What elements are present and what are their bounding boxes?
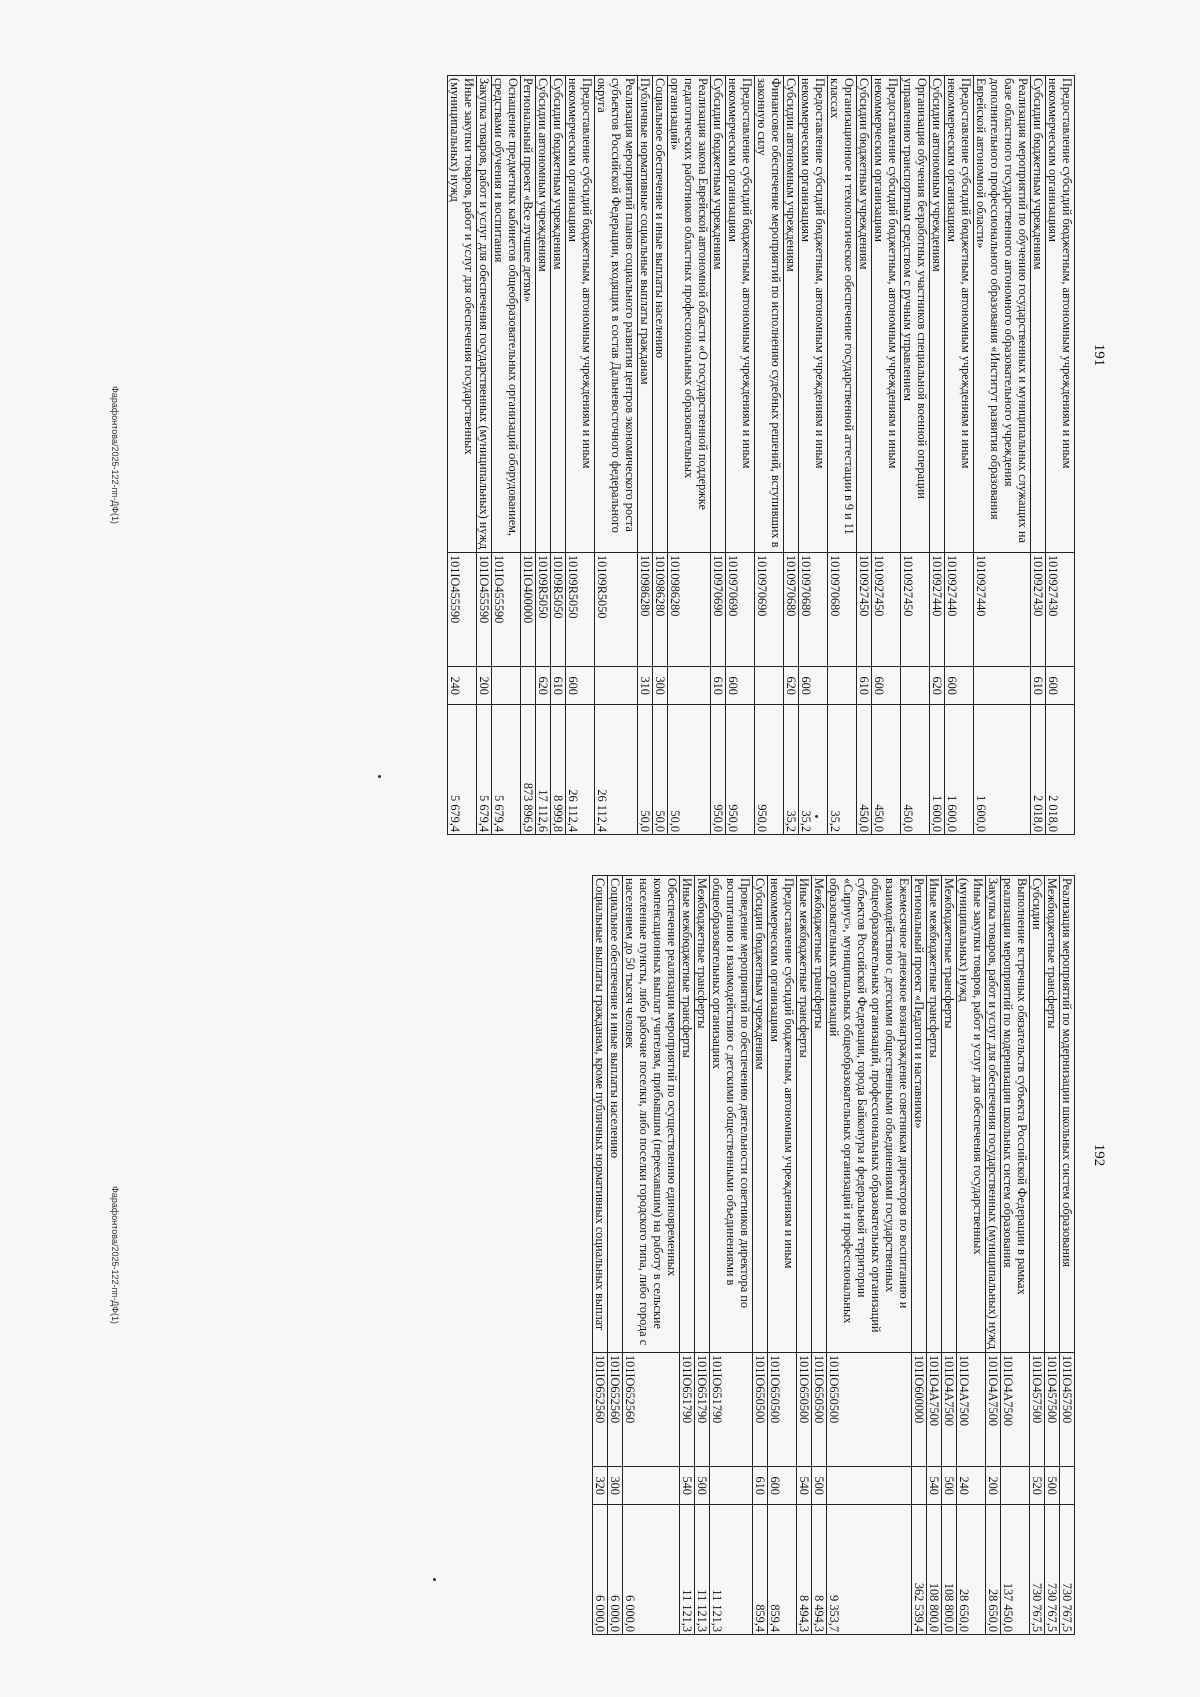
row-vr-cell: 540 (680, 1467, 695, 1505)
row-vr-cell: 300 (653, 667, 668, 705)
row-name-cell: Оснащение предметных кабинетов общеобразовательных организаций оборудованием, средствами обучения и воспитания (492, 76, 521, 553)
table-row (812, 876, 827, 1635)
row-csr-cell: 101IO600000 (912, 1352, 927, 1466)
row-sum-cell: 8 999,8 (551, 705, 566, 835)
budget-table (592, 875, 1075, 1635)
table-row (653, 76, 668, 835)
row-vr-cell (595, 667, 638, 705)
row-vr-cell: 520 (1030, 1467, 1045, 1505)
table-row (566, 76, 595, 835)
row-vr-cell (521, 667, 536, 705)
row-csr-cell: 101IO4A7500 (942, 1352, 957, 1466)
row-csr-cell: 1010927440 (930, 552, 945, 666)
scan-speck (815, 815, 818, 818)
row-csr-cell: 1010986280 (638, 552, 653, 666)
table-row (668, 76, 711, 835)
table-row (608, 876, 623, 1635)
row-vr-cell: 620 (536, 667, 551, 705)
row-name-cell: Социальные выплаты гражданам, кроме публичных нормативных социальных выплат (593, 876, 608, 1353)
row-vr-cell (912, 1467, 927, 1505)
row-csr-cell: 101IO457500 (1060, 1352, 1075, 1466)
table-row (799, 76, 828, 835)
row-name-cell: Субсидии бюджетным учреждениям (857, 76, 872, 553)
row-csr-cell: 10109R5050 (595, 552, 638, 666)
row-csr-cell: 101IO652560 (608, 1352, 623, 1466)
row-sum-cell: 6 000,0 (608, 1505, 623, 1635)
row-vr-cell: 320 (593, 1467, 608, 1505)
row-sum-cell: 108 800,0 (927, 1505, 942, 1635)
row-csr-cell: 101IO455590 (477, 552, 492, 666)
row-vr-cell: 600 (872, 667, 901, 705)
row-vr-cell (623, 1467, 680, 1505)
row-csr-cell: 1010986280 (668, 552, 711, 666)
row-vr-cell: 200 (986, 1467, 1001, 1505)
row-name-cell: Обеспечение реализации мероприятий по осуществлению единовременных компенсационных выплат учителям, прибывшим (переехавшим) на работу в сельские населенные пункты, либо рабочие поселки, либо поселки городского типа, либо города с населением до 50 тысяч человек (623, 876, 680, 1353)
row-name-cell: Предоставление субсидий бюджетным, автономным учреждениям и иным некоммерческим организациям (566, 76, 595, 553)
row-csr-cell: 101IO4A7500 (986, 1352, 1001, 1466)
page-192 (110, 875, 1115, 1635)
table-row (726, 76, 755, 835)
table-row (797, 876, 812, 1635)
row-sum-cell: 5 679,4 (477, 705, 492, 835)
row-vr-cell: 600 (566, 667, 595, 705)
row-name-cell: Реализация мероприятий по модернизации школьных систем образования (1060, 876, 1075, 1353)
table-row (711, 76, 726, 835)
row-name-cell: Субсидии автономным учреждениям (930, 76, 945, 553)
row-sum-cell: 11 121,3 (695, 1505, 710, 1635)
row-vr-cell (1060, 1467, 1075, 1505)
table-row (695, 876, 710, 1635)
row-name-cell: Иные межбюджетные трансферты (797, 876, 812, 1353)
row-csr-cell: 101IO652560 (593, 1352, 608, 1466)
table-row (1001, 876, 1030, 1635)
row-name-cell: Региональный проект «Педагоги и наставники» (912, 876, 927, 1353)
row-name-cell: Межбюджетные трансферты (695, 876, 710, 1353)
row-sum-cell: 8 494,3 (797, 1505, 812, 1635)
table-row (753, 876, 768, 1635)
row-vr-cell (668, 667, 711, 705)
row-sum-cell: 11 121,3 (680, 1505, 695, 1635)
table-row (638, 76, 653, 835)
row-csr-cell: 1010986280 (653, 552, 668, 666)
row-csr-cell: 10109R5050 (566, 552, 595, 666)
row-csr-cell: 101IO650500 (797, 1352, 812, 1466)
table-row (957, 876, 986, 1635)
row-sum-cell: 859,4 (768, 1505, 797, 1635)
row-vr-cell: 610 (753, 1467, 768, 1505)
row-sum-cell: 730 767,5 (1045, 1505, 1060, 1635)
row-name-cell: Межбюджетные трансферты (812, 876, 827, 1353)
row-sum-cell: 730 767,5 (1030, 1505, 1045, 1635)
row-name-cell: Социальное обеспечение и иные выплаты населению (653, 76, 668, 553)
table-row (477, 76, 492, 835)
table-row (768, 876, 797, 1635)
row-vr-cell: 610 (857, 667, 872, 705)
row-csr-cell: 1010970690 (755, 552, 784, 666)
row-sum-cell: 35,2 (828, 705, 857, 835)
row-csr-cell: 101IO651790 (710, 1352, 753, 1466)
table-row (872, 76, 901, 835)
row-vr-cell: 620 (784, 667, 799, 705)
row-name-cell: Субсидии (1030, 876, 1045, 1353)
row-name-cell: Предоставление субсидий бюджетным, автономным учреждениям и иным некоммерческим организациям (726, 76, 755, 553)
row-sum-cell: 2 018,0 (1046, 705, 1075, 835)
row-name-cell: Предоставление субсидий бюджетным, автономным учреждениям и иным некоммерческим организациям (1046, 76, 1075, 553)
row-sum-cell: 35,2 (784, 705, 799, 835)
row-sum-cell: 26 112,4 (595, 705, 638, 835)
row-vr-cell (901, 667, 930, 705)
row-sum-cell: 1 600,0 (974, 705, 1031, 835)
row-csr-cell: 101IO455590 (448, 552, 477, 666)
row-csr-cell: 101IO4A7500 (957, 1352, 986, 1466)
row-vr-cell: 600 (768, 1467, 797, 1505)
row-vr-cell (710, 1467, 753, 1505)
row-csr-cell: 1010927440 (974, 552, 1031, 666)
row-sum-cell: 873 896,9 (521, 705, 536, 835)
row-vr-cell (755, 667, 784, 705)
page-number: 191 (1091, 343, 1107, 367)
row-name-cell: Межбюджетные трансферты (942, 876, 957, 1353)
row-csr-cell: 101IO650500 (827, 1352, 912, 1466)
row-vr-cell: 600 (726, 667, 755, 705)
row-csr-cell: 1010927430 (1031, 552, 1046, 666)
row-name-cell: Межбюджетные трансферты (1045, 876, 1060, 1353)
table-row (595, 76, 638, 835)
table-row (945, 76, 974, 835)
row-csr-cell: 101IO455590 (492, 552, 521, 666)
page-footer: Фарафонтова/2025-122-пп-ДФ(1) (110, 386, 120, 524)
row-csr-cell: 1010927450 (901, 552, 930, 666)
row-vr-cell (1001, 1467, 1030, 1505)
row-csr-cell: 101IO651790 (695, 1352, 710, 1466)
row-sum-cell: 950,0 (711, 705, 726, 835)
row-vr-cell (974, 667, 1031, 705)
row-name-cell: Предоставление субсидий бюджетным, автономным учреждениям и иным некоммерческим организациям (799, 76, 828, 553)
row-name-cell: Субсидии автономным учреждениям (536, 76, 551, 553)
row-name-cell: Иные закупки товаров, работ и услуг для обеспечения государственных (муниципальных) нужд (448, 76, 477, 553)
row-name-cell: Субсидии бюджетным учреждениям (551, 76, 566, 553)
row-name-cell: Проведение мероприятий по обеспечению деятельности советников директора по воспитанию и взаимодействию с детскими общественными объединениями в общеобразовательных организациях (710, 876, 753, 1353)
row-vr-cell: 610 (711, 667, 726, 705)
row-name-cell: Иные межбюджетные трансферты (927, 876, 942, 1353)
row-vr-cell: 610 (551, 667, 566, 705)
row-sum-cell: 50,0 (653, 705, 668, 835)
table-row (930, 76, 945, 835)
row-sum-cell: 5 679,4 (448, 705, 477, 835)
table-row (857, 76, 872, 835)
table-row (942, 876, 957, 1635)
budget-table (447, 75, 1075, 835)
row-name-cell: Субсидии бюджетным учреждениям (753, 876, 768, 1353)
row-vr-cell (827, 1467, 912, 1505)
row-csr-cell: 101IO650500 (812, 1352, 827, 1466)
table-row (1031, 76, 1046, 835)
row-name-cell: Иные межбюджетные трансферты (680, 876, 695, 1353)
row-csr-cell: 101IO650500 (753, 1352, 768, 1466)
table-row (448, 76, 477, 835)
row-csr-cell: 1010970680 (784, 552, 799, 666)
row-sum-cell: 450,0 (901, 705, 930, 835)
row-csr-cell: 101IO457500 (1045, 1352, 1060, 1466)
row-csr-cell: 1010927450 (857, 552, 872, 666)
table-row (593, 876, 608, 1635)
scan-speck (378, 775, 381, 778)
page-191 (110, 75, 1115, 835)
row-csr-cell: 101IO650500 (768, 1352, 797, 1466)
table-row (492, 76, 521, 835)
row-name-cell: Выполнение встречных обязательств субъекта Российской Федерации в рамках реализации мероприятий по модернизации школьных систем образования (1001, 876, 1030, 1353)
row-sum-cell: 8 494,3 (812, 1505, 827, 1635)
table-row (986, 876, 1001, 1635)
row-csr-cell: 101IO457500 (1030, 1352, 1045, 1466)
row-sum-cell: 28 650,0 (986, 1505, 1001, 1635)
row-vr-cell: 240 (957, 1467, 986, 1505)
row-name-cell: Субсидии автономным учреждениям (784, 76, 799, 553)
row-csr-cell: 101IO651790 (680, 1352, 695, 1466)
row-name-cell: Региональный проект «Все лучшее детям» (521, 76, 536, 553)
row-name-cell: Иные закупки товаров, работ и услуг для обеспечения государственных (муниципальных) нужд (957, 876, 986, 1353)
row-name-cell: Реализация мероприятий планов социального развития центров экономического роста субъектов Российской Федерации, входящих в состав Дальневосточного федерального округа (595, 76, 638, 553)
table-row (784, 76, 799, 835)
row-name-cell: Публичные нормативные социальные выплаты гражданам (638, 76, 653, 553)
row-vr-cell (492, 667, 521, 705)
row-name-cell: Финансовое обеспечение мероприятий по исполнению судебных решений, вступивших в законную силу (755, 76, 784, 553)
row-csr-cell: 1010970680 (828, 552, 857, 666)
row-name-cell: Социальное обеспечение и иные выплаты населению (608, 876, 623, 1353)
row-csr-cell: 1010927440 (945, 552, 974, 666)
row-name-cell: Субсидии бюджетным учреждениям (711, 76, 726, 553)
row-vr-cell: 240 (448, 667, 477, 705)
row-sum-cell: 11 121,3 (710, 1505, 753, 1635)
row-csr-cell: 1010927450 (872, 552, 901, 666)
row-sum-cell: 26 112,4 (566, 705, 595, 835)
row-sum-cell: 450,0 (857, 705, 872, 835)
table-row (680, 876, 695, 1635)
table-row (1045, 876, 1060, 1635)
row-csr-cell: 1010970690 (711, 552, 726, 666)
row-vr-cell: 540 (797, 1467, 812, 1505)
row-vr-cell: 600 (799, 667, 828, 705)
table-row (901, 76, 930, 835)
row-vr-cell: 200 (477, 667, 492, 705)
row-vr-cell: 540 (927, 1467, 942, 1505)
row-csr-cell: 101IO4A7500 (927, 1352, 942, 1466)
page-footer: Фарафонтова/2025-122-пп-ДФ(1) (110, 1186, 120, 1324)
table-row (912, 876, 927, 1635)
table-row (551, 76, 566, 835)
row-sum-cell: 28 650,0 (957, 1505, 986, 1635)
row-vr-cell (828, 667, 857, 705)
row-sum-cell: 950,0 (755, 705, 784, 835)
row-name-cell: Реализация мероприятий по обучению государственных и муниципальных служащих на базе областного государственного автономного образовательного учреждения дополнительного профессионального образования «Институт развития образования Еврейской автономной области» (974, 76, 1031, 553)
row-vr-cell: 610 (1031, 667, 1046, 705)
row-sum-cell: 35,2 (799, 705, 828, 835)
row-sum-cell: 6 000,0 (593, 1505, 608, 1635)
row-vr-cell: 500 (942, 1467, 957, 1505)
row-sum-cell: 5 679,4 (492, 705, 521, 835)
row-csr-cell: 101IO400000 (521, 552, 536, 666)
row-name-cell: Ежемесячное денежное вознаграждение советникам директоров по воспитанию и взаимодействию с детскими общественными объединениями государственных общеобразовательных организаций, профессиональных образовательных организаций субъектов Российской Федерации, города Байконура и федеральной территории «Сириус», муниципальных общеобразовательных организаций и профессиональных образовательных организаций (827, 876, 912, 1353)
row-sum-cell: 6 000,0 (623, 1505, 680, 1635)
row-csr-cell: 1010970680 (799, 552, 828, 666)
document-spread (110, 75, 1115, 1635)
row-csr-cell: 101IO652560 (623, 1352, 680, 1466)
row-sum-cell: 1 600,0 (930, 705, 945, 835)
row-name-cell: Организационное и технологическое обеспечение государственной аттестации в 9 и 11 классах (828, 76, 857, 553)
row-csr-cell: 1010927430 (1046, 552, 1075, 666)
table-row (974, 76, 1031, 835)
table-row (755, 76, 784, 835)
row-csr-cell: 1010970690 (726, 552, 755, 666)
table-row (1030, 876, 1045, 1635)
table-row (927, 876, 942, 1635)
table-row (1046, 76, 1075, 835)
row-sum-cell: 859,4 (753, 1505, 768, 1635)
row-sum-cell: 1 600,0 (945, 705, 974, 835)
row-name-cell: Реализация закона Еврейской автономной области «О государственной поддержке педагогических работников областных профессиональных образовательных организаций» (668, 76, 711, 553)
table-row (827, 876, 912, 1635)
row-name-cell: Закупка товаров, работ и услуг для обеспечения государственных (муниципальных) нужд (986, 876, 1001, 1353)
row-sum-cell: 362 539,4 (912, 1505, 927, 1635)
row-vr-cell: 600 (1046, 667, 1075, 705)
row-sum-cell: 137 450,0 (1001, 1505, 1030, 1635)
row-csr-cell: 101IO4A7500 (1001, 1352, 1030, 1466)
row-name-cell: Организация обучения безработных участников специальной военной операции управлению транспортным средством с ручным управлением (901, 76, 930, 553)
row-vr-cell: 620 (930, 667, 945, 705)
row-vr-cell: 300 (608, 1467, 623, 1505)
row-name-cell: Предоставление субсидий бюджетным, автономным учреждениям и иным некоммерческим организациям (768, 876, 797, 1353)
row-sum-cell: 730 767,5 (1060, 1505, 1075, 1635)
table-row (521, 76, 536, 835)
row-sum-cell: 450,0 (872, 705, 901, 835)
row-vr-cell: 600 (945, 667, 974, 705)
row-vr-cell: 500 (1045, 1467, 1060, 1505)
table-row (623, 876, 680, 1635)
row-name-cell: Закупка товаров, работ и услуг для обеспечения государственных (муниципальных) нужд (477, 76, 492, 553)
row-csr-cell: 10109R5050 (536, 552, 551, 666)
table-row (536, 76, 551, 835)
row-name-cell: Предоставление субсидий бюджетным, автономным учреждениям и иным некоммерческим организациям (945, 76, 974, 553)
row-sum-cell: 9 353,7 (827, 1505, 912, 1635)
row-name-cell: Предоставление субсидий бюджетным, автономным учреждениям и иным некоммерческим организациям (872, 76, 901, 553)
row-vr-cell: 500 (812, 1467, 827, 1505)
row-sum-cell: 108 800,0 (942, 1505, 957, 1635)
row-sum-cell: 950,0 (726, 705, 755, 835)
table-row (828, 76, 857, 835)
row-sum-cell: 50,0 (668, 705, 711, 835)
table-row (1060, 876, 1075, 1635)
scan-speck (433, 1578, 436, 1581)
row-sum-cell: 50,0 (638, 705, 653, 835)
row-name-cell: Субсидии бюджетным учреждениям (1031, 76, 1046, 553)
row-sum-cell: 2 018,0 (1031, 705, 1046, 835)
table-row (710, 876, 753, 1635)
row-vr-cell: 310 (638, 667, 653, 705)
row-sum-cell: 17 112,6 (536, 705, 551, 835)
row-vr-cell: 500 (695, 1467, 710, 1505)
row-csr-cell: 10109R5050 (551, 552, 566, 666)
page-number: 192 (1091, 1143, 1107, 1167)
